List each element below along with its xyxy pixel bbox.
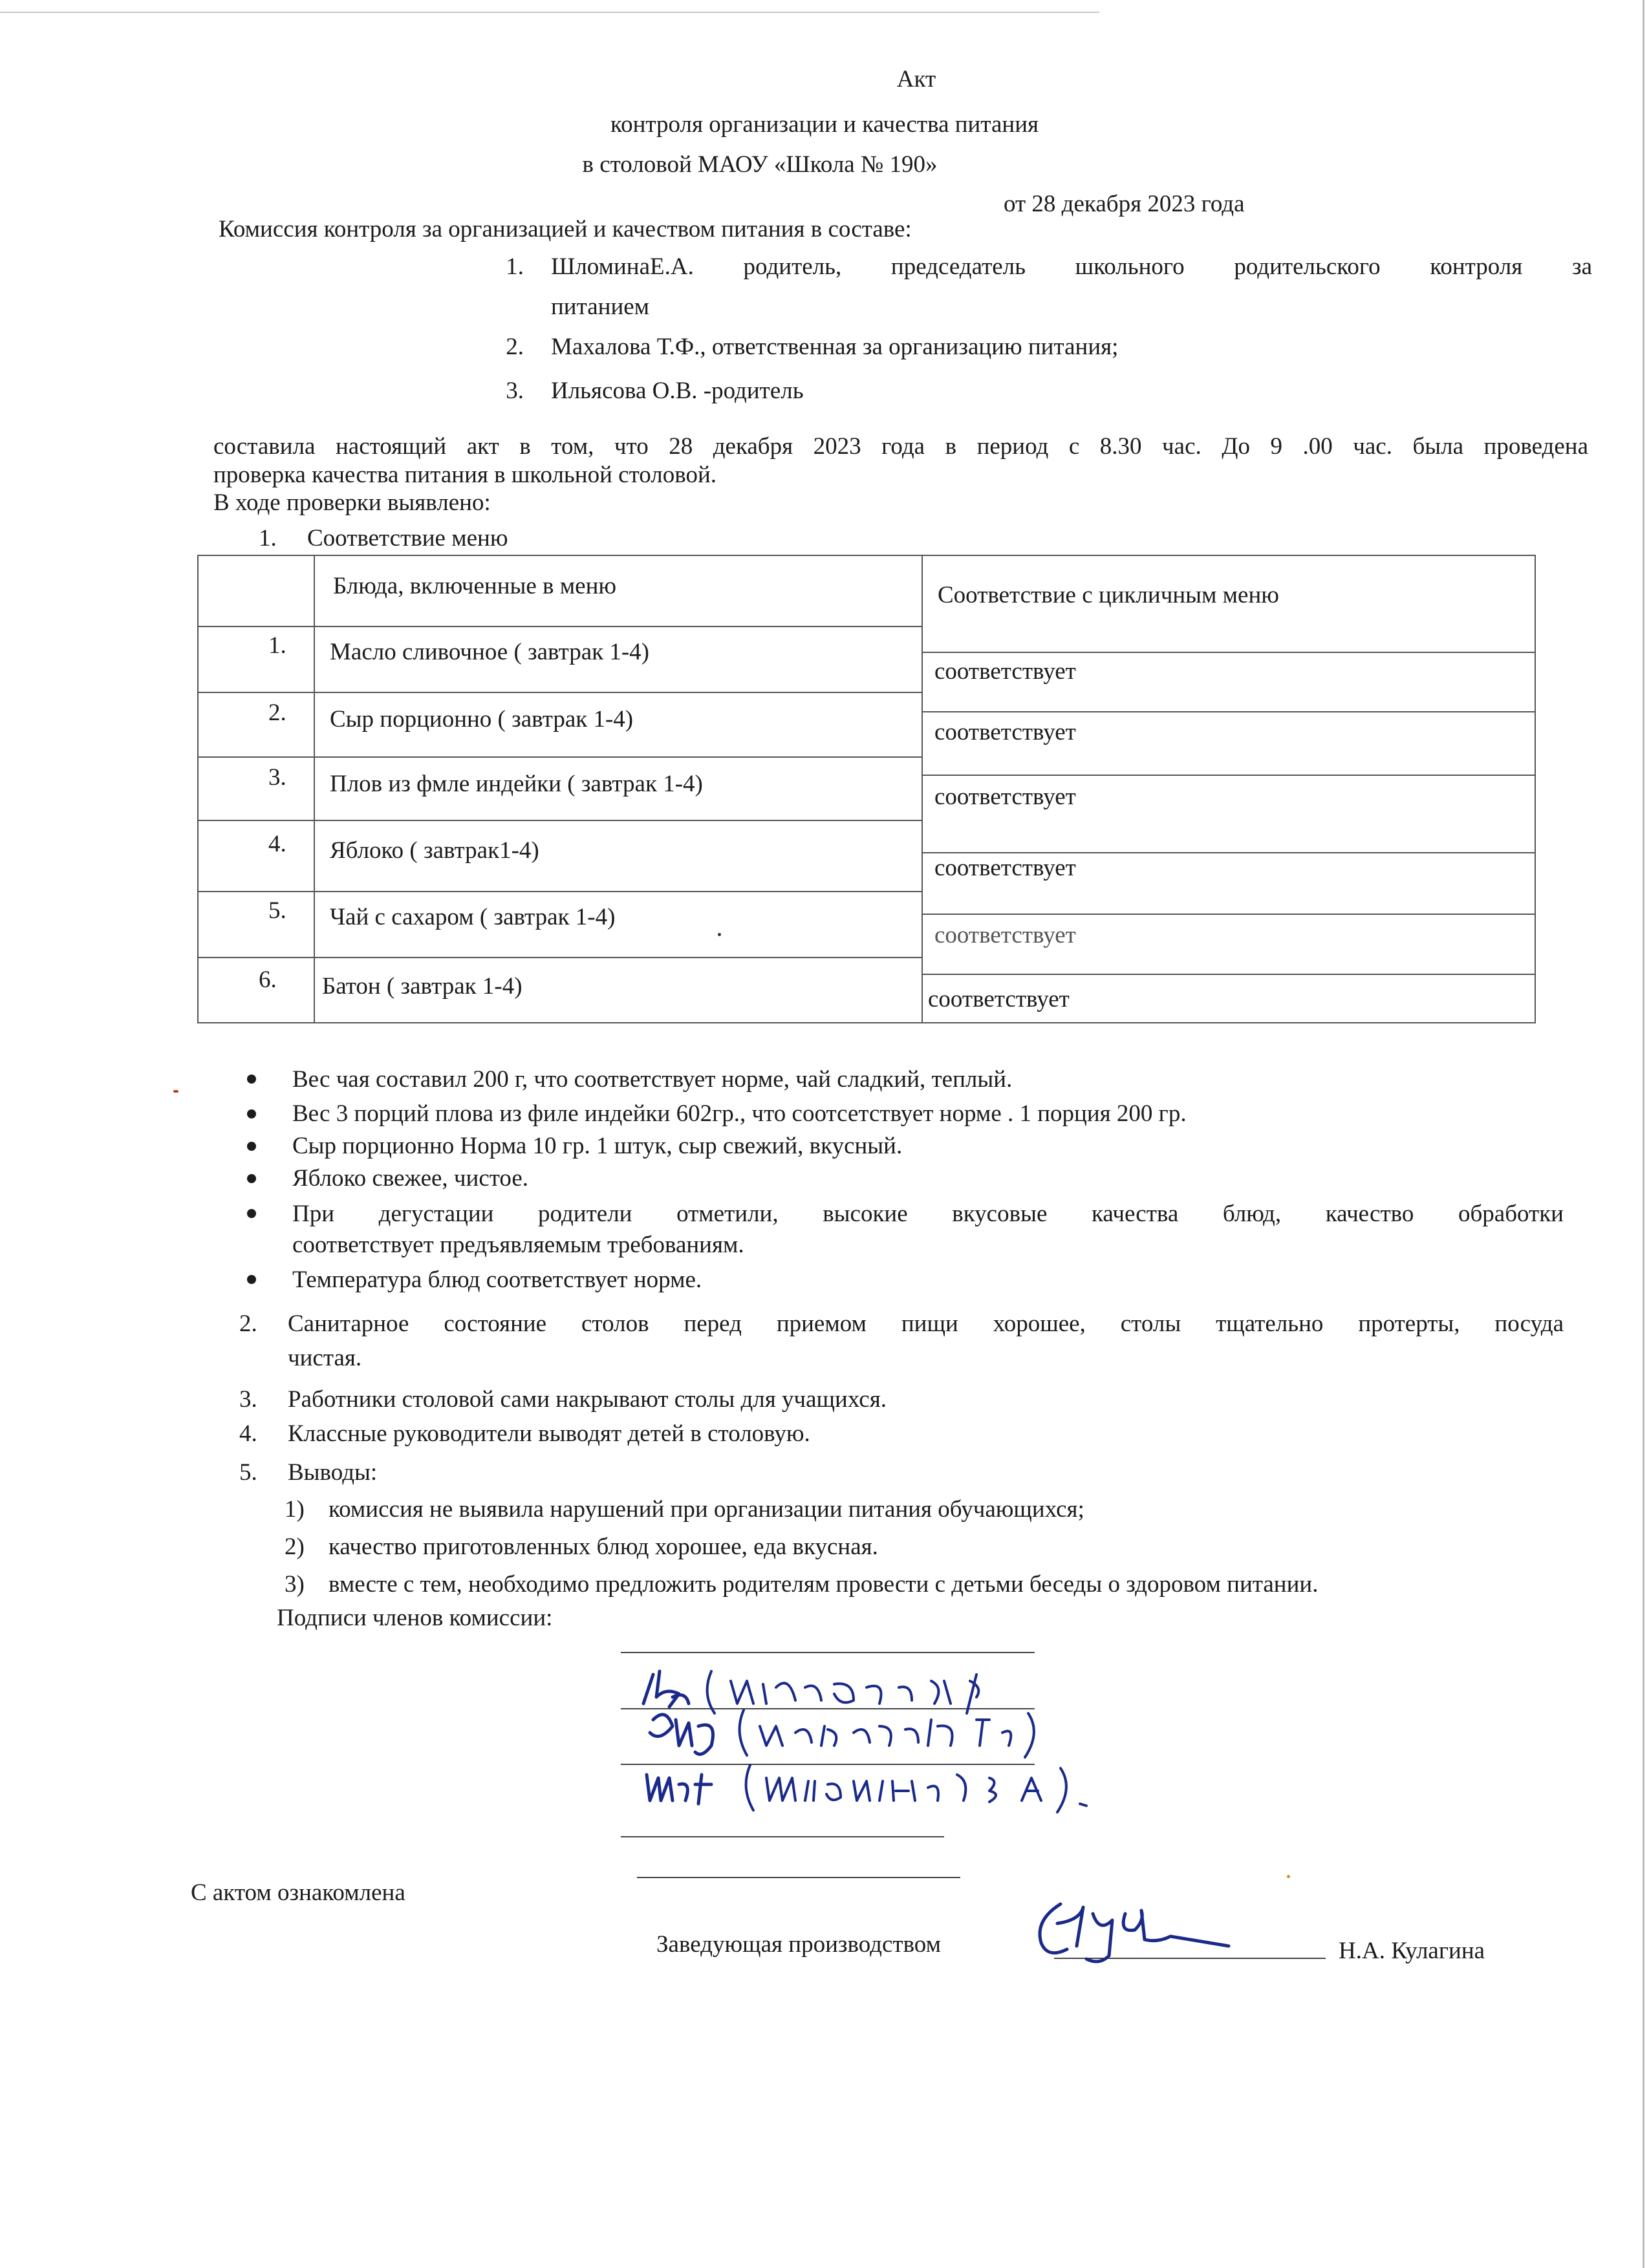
item-3-text: Работники столовой сами накрывают столы для учащихся. [288, 1386, 887, 1413]
table-row-3-status: соответствует [934, 784, 1076, 810]
table-row-6-number: 6. [259, 967, 277, 993]
signature-line-5 [637, 1877, 960, 1878]
table-row-1-dish: Масло сливочное ( завтрак 1-4) [330, 639, 650, 665]
bullet-3 [247, 1142, 256, 1151]
signature-line-4 [621, 1836, 944, 1837]
table-row-3-dish: Плов из фмле индейки ( завтрак 1-4) [330, 771, 703, 797]
table-row-4-number: 4. [268, 831, 286, 857]
bullet-2-text: Вес 3 порций плова из филе индейки 602гр., что соотсетствует норме . 1 порция 200 гр. [292, 1100, 1187, 1127]
member-1-text: ШломинаЕ.А. родитель, председатель школьного родительского контроля за [551, 253, 1592, 280]
conclusion-3-text: вместе с тем, необходимо предложить родителям провести с детьми беседы о здоровом питании. [329, 1571, 1319, 1598]
item-2-text: Санитарное состояние столов перед приемом пищи хорошее, столы тщательно протерты, посуда [288, 1311, 1564, 1337]
manager-label: Заведующая производством [656, 1931, 942, 1958]
section-1-number: 1. [259, 525, 277, 551]
member-3-text: Ильясова О.В. -родитель [551, 378, 804, 404]
conclusion-2-text: качество приготовленных блюд хорошее, еда вкусная. [329, 1534, 878, 1560]
table-row-4-status: соответствует [934, 855, 1076, 881]
act-statement: составила настоящий акт в том, что 28 декабря 2023 года в период с 8.30 час. До 9 .00 час. была проведена [213, 433, 1588, 460]
scan-edge-right [1643, 0, 1644, 2268]
commission-intro: Комиссия контроля за организацией и качеством питания в составе: [219, 216, 912, 242]
member-2-text: Махалова Т.Ф., ответственная за организацию питания; [551, 334, 1119, 360]
member-2-number: 2. [506, 334, 524, 360]
item-4-number: 4. [239, 1420, 257, 1447]
scan-edge-top [0, 12, 1099, 13]
document-place: в столовой МАОУ «Школа № 190» [582, 151, 938, 178]
member-1-text-cont: питанием [551, 294, 650, 320]
table-row-1-number: 1. [268, 632, 286, 659]
table-row-1-status: соответствует [934, 658, 1076, 685]
item-2-number: 2. [239, 1311, 257, 1337]
document-date: от 28 декабря 2023 года [1004, 191, 1245, 217]
item-5-text: Выводы: [288, 1459, 378, 1486]
conclusion-2-number: 2) [285, 1534, 305, 1560]
table-row-5-dish: Чай с сахаром ( завтрак 1-4) [330, 904, 616, 930]
table-row-2-dish: Сыр порционно ( завтрак 1-4) [330, 706, 634, 733]
document-subtitle: контроля организации и качества питания [610, 111, 1039, 138]
act-statement-cont: проверка качества питания в школьной столовой. [213, 462, 717, 488]
bullet-5 [247, 1209, 256, 1218]
bullet-6-text: Температура блюд соответствует норме. [292, 1267, 702, 1293]
bullet-5-text: При дегустации родители отметили, высокие вкусовые качества блюд, качество обработки [292, 1201, 1564, 1227]
item-4-text: Классные руководители выводят детей в столовую. [288, 1420, 810, 1447]
section-1-title: Соответствие меню [307, 525, 508, 551]
table-row-2-status: соответствует [934, 719, 1076, 745]
bullet-6 [247, 1275, 256, 1284]
inspection-found: В ходе проверки выявлено: [213, 489, 491, 516]
acquainted-label: С актом ознакомлена [191, 1879, 405, 1906]
scan-speck [1287, 1875, 1290, 1878]
table-row-3-number: 3. [268, 764, 286, 791]
signature-makhalova [640, 1707, 1061, 1765]
scan-speck [718, 933, 721, 936]
scan-speck [173, 1090, 178, 1093]
signature-kulagina [1022, 1894, 1235, 1965]
member-3-number: 3. [506, 378, 524, 404]
manager-name: Н.А. Кулагина [1339, 1938, 1485, 1964]
bullet-2 [247, 1109, 256, 1118]
table-row-5-number: 5. [268, 897, 286, 924]
bullet-4 [247, 1174, 256, 1183]
bullet-1-text: Вес чая составил 200 г, что соответствует норме, чай сладкий, теплый. [292, 1066, 1013, 1093]
table-row-6-dish: Батон ( завтрак 1-4) [322, 973, 523, 1000]
item-2-text-cont: чистая. [288, 1345, 362, 1371]
table-row-5-status: соответствует [934, 922, 1076, 948]
member-1-number: 1. [506, 253, 524, 280]
bullet-4-text: Яблоко свежее, чистое. [292, 1165, 529, 1192]
bullet-5-text-cont: соответствует предъявляемым требованиям. [292, 1232, 744, 1258]
item-5-number: 5. [239, 1459, 257, 1486]
item-3-number: 3. [239, 1386, 257, 1413]
table-row-2-number: 2. [268, 700, 286, 726]
bullet-3-text: Сыр порционно Норма 10 гр. 1 штук, сыр свежий, вкусный. [292, 1133, 903, 1159]
signature-shlomina [640, 1762, 1145, 1813]
signatures-label: Подписи членов комиссии: [277, 1605, 553, 1631]
conclusion-3-number: 3) [285, 1571, 305, 1598]
table-row-4-dish: Яблоко ( завтрак1-4) [330, 837, 539, 864]
menu-table [197, 555, 1536, 1023]
conclusion-1-number: 1) [285, 1496, 305, 1523]
table-header-dishes: Блюда, включенные в меню [333, 573, 617, 599]
table-row-6-status: соответствует [928, 986, 1070, 1012]
document-title: Акт [896, 66, 936, 92]
conclusion-1-text: комиссия не выявила нарушений при организации питания обучающихся; [329, 1496, 1084, 1523]
table-header-compliance: Соответствие с цикличным меню [938, 582, 1279, 608]
signature-line-1 [621, 1652, 1035, 1653]
bullet-1 [247, 1075, 256, 1084]
